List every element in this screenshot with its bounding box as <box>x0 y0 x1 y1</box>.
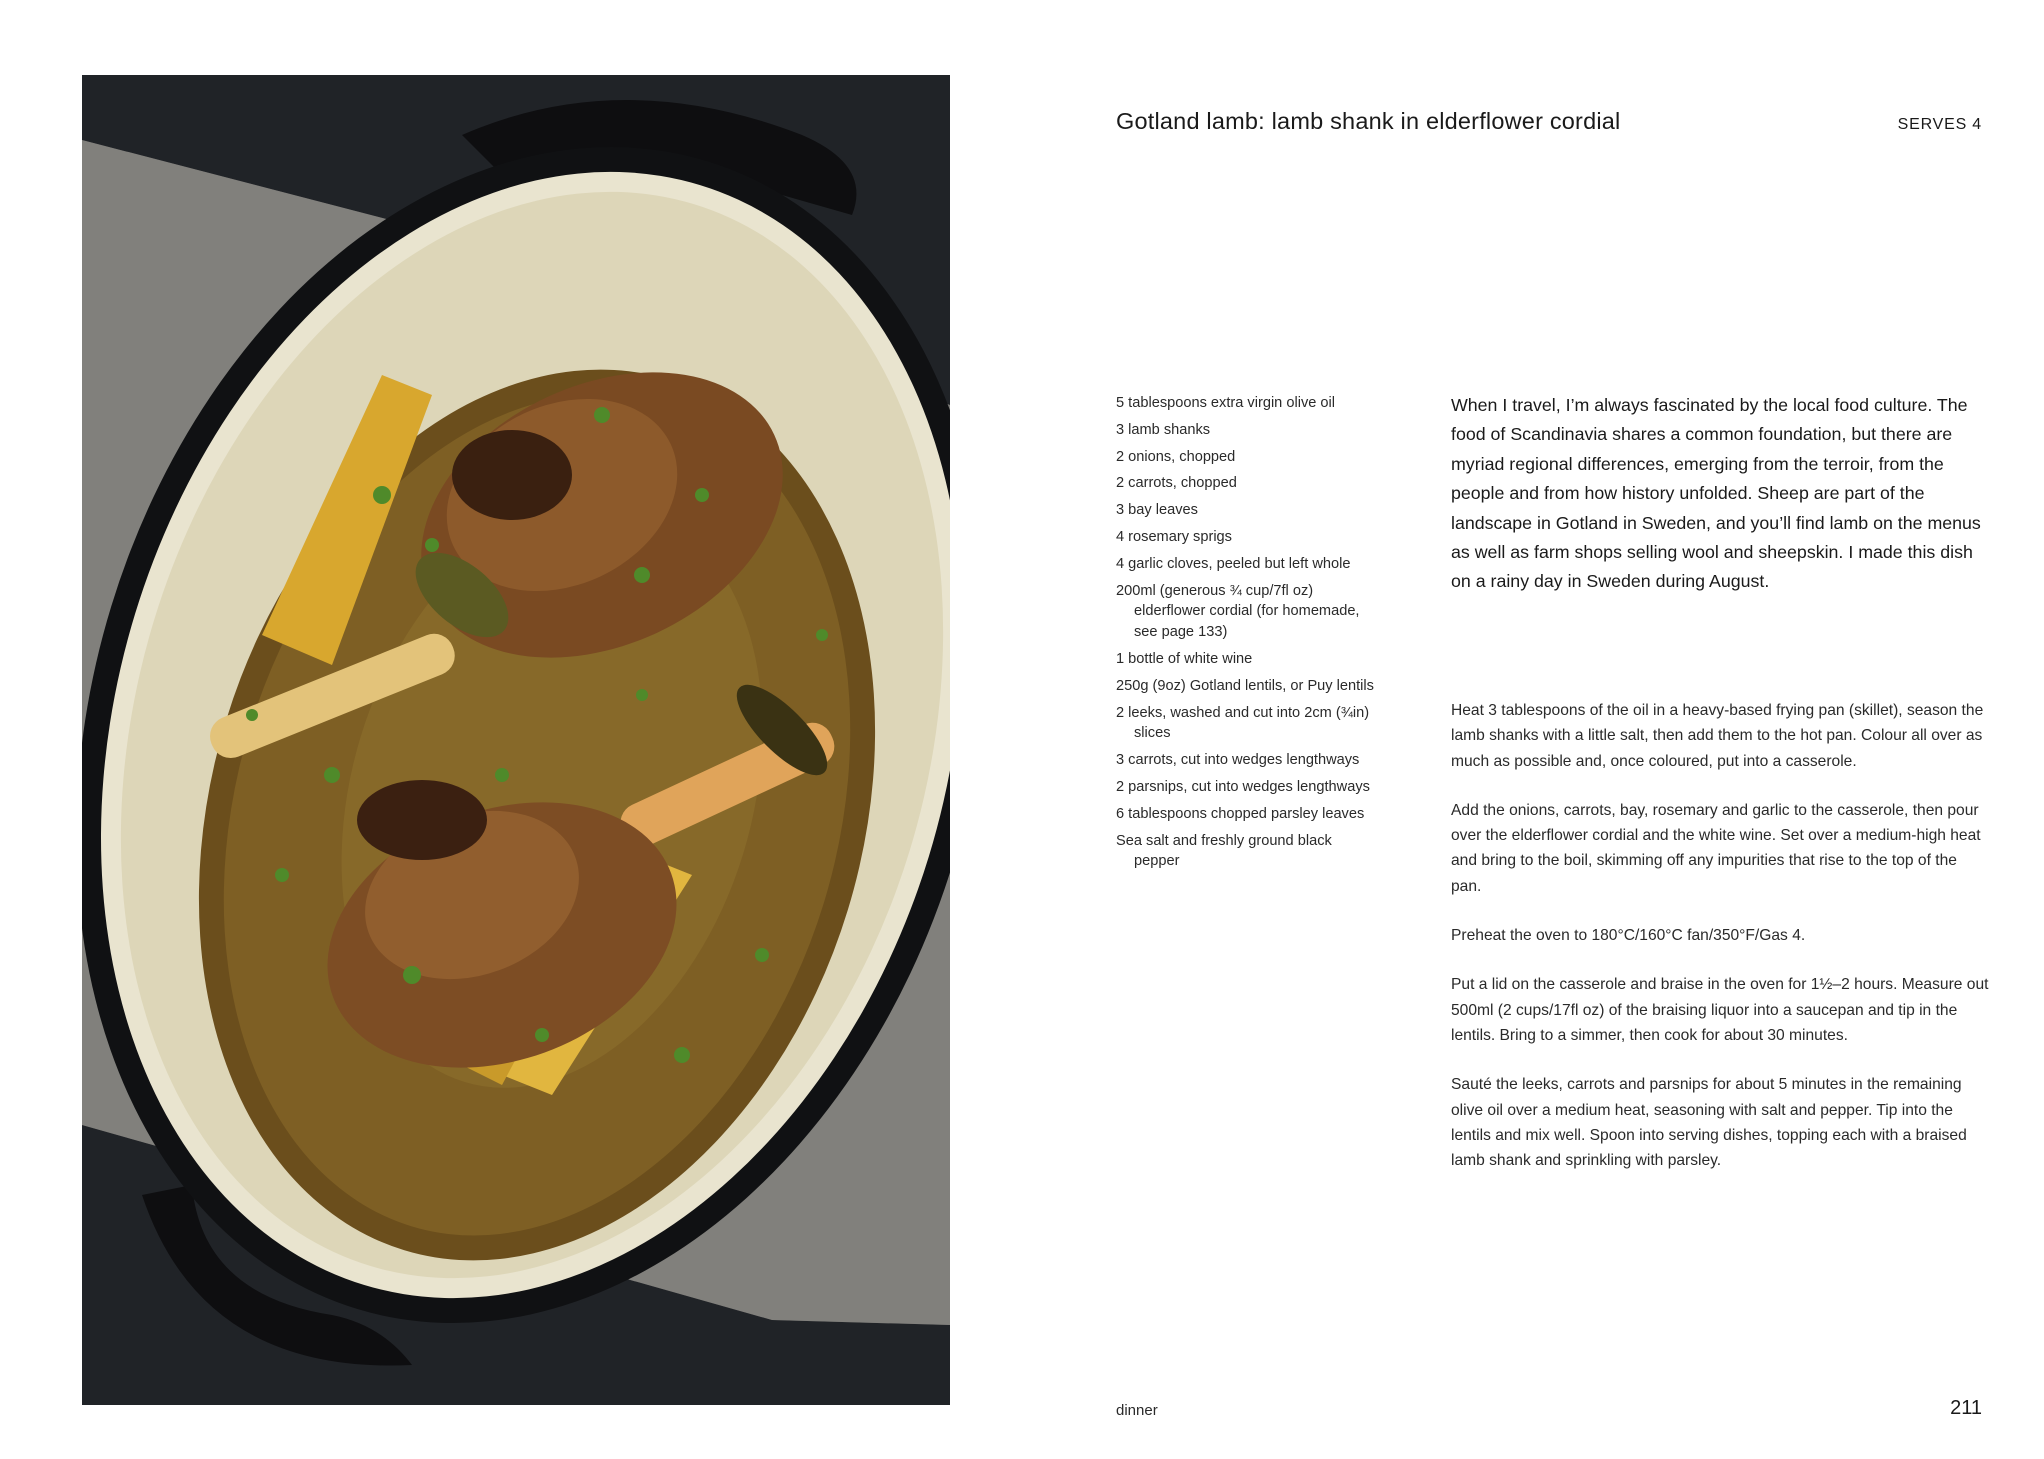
ingredient-item: 2 parsnips, cut into wedges lengthways <box>1116 778 1370 795</box>
ingredient-item: 4 garlic cloves, peeled but left whole <box>1116 555 1351 572</box>
page-number: 211 <box>1950 1397 1982 1419</box>
recipe-photo <box>82 75 950 1405</box>
ingredient-item: 4 rosemary sprigs <box>1116 528 1232 545</box>
ingredient-item: 1 bottle of white wine <box>1116 650 1253 667</box>
ingredient-item: 3 carrots, cut into wedges lengthways <box>1116 752 1360 769</box>
ingredients-list <box>1116 393 1376 878</box>
ingredient-item: 2 carrots, chopped <box>1116 475 1237 492</box>
lamb-shank-casserole-photo-icon <box>82 75 950 1405</box>
ingredient-item: 3 bay leaves <box>1116 502 1198 519</box>
serves-label: SERVES 4 <box>1897 116 1982 133</box>
method-step: Add the onions, carrots, bay, rosemary and garlic to the casserole, then pour over the elderflower cordial and the white wine. Set over a medium-high heat and bring to the boil, skimming off any impurities that rise to the top of the pan. <box>1451 801 1981 895</box>
ingredient-item: 5 tablespoons extra virgin olive oil <box>1116 395 1336 411</box>
ingredient-item: Sea salt and freshly ground black pepper <box>1116 832 1332 870</box>
ingredient-item: 2 onions, chopped <box>1116 448 1236 465</box>
method-step: Put a lid on the casserole and braise in the oven for 1½–2 hours. Measure out 500ml (2 cups/17fl oz) of the braising liquor into a saucepan and tip in the lentils. Bring to a simmer, then cook for about 30 minutes. <box>1451 976 1989 1044</box>
ingredient-item: 200ml (generous ¾ cup/7fl oz) elderflower cordial (for homemade, see page 133) <box>1116 582 1360 641</box>
recipe-intro: When I travel, I’m always fascinated by the local food culture. The food of Scandinavia shares a common foundation, but there are myriad regional differences, emerging from the terroir, from the people and from how history unfolded. Sheep are part of the landscape in Gotland in Sweden, and you’ll find lamb on the menus as well as farm shops selling wool and sheepskin. I made this dish on a rainy day in Sweden during August. <box>1451 395 1981 592</box>
ingredient-item: 250g (9oz) Gotland lentils, or Puy lentils <box>1116 677 1374 694</box>
method-step: Sauté the leeks, carrots and parsnips for about 5 minutes in the remaining olive oil over a medium heat, seasoning with salt and pepper. Tip into the lentils and mix well. Spoon into serving dishes, topping each with a braised lamb shank and sprinkling with parsley. <box>1451 1076 1967 1170</box>
method-steps <box>1451 698 1991 1197</box>
method-step: Preheat the oven to 180°C/160°C fan/350°F/Gas 4. <box>1451 927 1806 945</box>
ingredient-item: 6 tablespoons chopped parsley leaves <box>1116 805 1365 822</box>
method-step: Heat 3 tablespoons of the oil in a heavy-based frying pan (skillet), season the lamb shanks with a little salt, then add them to the hot pan. Colour all over as much as possible and, once coloured, put into a casserole. <box>1451 702 1984 770</box>
footer-section-name: dinner <box>1116 1402 1158 1419</box>
recipe-title: Gotland lamb: lamb shank in elderflower cordial <box>1116 108 1621 134</box>
ingredient-item: 2 leeks, washed and cut into 2cm (¾in) slices <box>1116 704 1370 742</box>
ingredient-item: 3 lamb shanks <box>1116 421 1211 438</box>
